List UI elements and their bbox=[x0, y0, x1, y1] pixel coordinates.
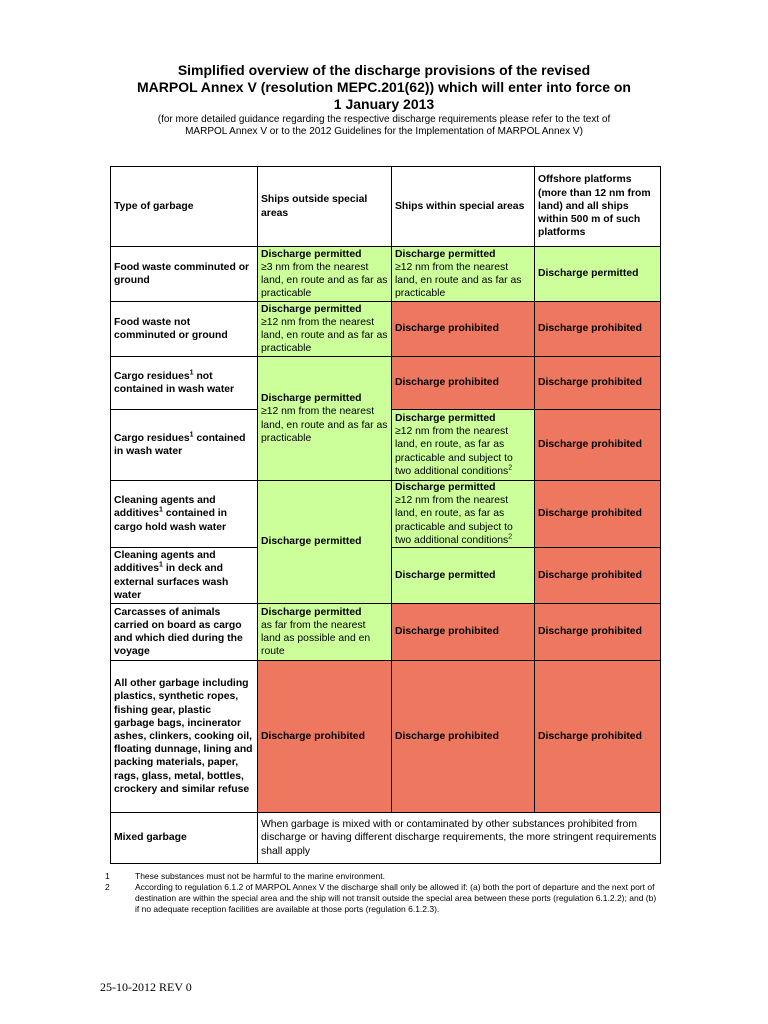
condition-text: as far from the nearest land as possible and en route bbox=[261, 619, 371, 658]
mixed-garbage-text: When garbage is mixed with or contaminated by other substances prohibited from discharge or having different discharge requirements, the more stringent requirements shall apply bbox=[261, 819, 657, 857]
row-label-line-2: comminuted or ground bbox=[114, 330, 228, 341]
row-label-part-1: Cleaning agents and additives bbox=[114, 550, 216, 575]
condition-text-body: ≥12 nm from the nearest land, en route, as far as practicable and subject to two additional conditions bbox=[395, 426, 513, 477]
footnote-number: 2 bbox=[105, 882, 110, 892]
table-row bbox=[111, 247, 661, 302]
row-label-line-1: Food waste not bbox=[114, 316, 191, 328]
cell-food-not-outside bbox=[258, 302, 392, 357]
subtitle-line-1: (for more detailed guidance regarding the respective discharge requirements please refer to the text of bbox=[157, 114, 611, 125]
cell-other-within: Discharge prohibited bbox=[392, 661, 535, 813]
cell-cargo-in-within bbox=[392, 410, 535, 481]
footnote-ref-1: 1 bbox=[159, 506, 163, 514]
cell-food-not-offshore: Discharge prohibited bbox=[535, 302, 661, 357]
row-label-part-2: contained in wash water bbox=[114, 432, 246, 457]
cell-cleaning-hold-offshore: Discharge prohibited bbox=[535, 481, 661, 548]
footnote-ref-2: 2 bbox=[508, 464, 513, 472]
document-subtitle bbox=[90, 114, 678, 138]
cell-cleaning-outside: Discharge permitted bbox=[258, 481, 392, 604]
cell-cleaning-deck-within: Discharge permitted bbox=[392, 548, 535, 604]
table-row bbox=[111, 604, 661, 661]
row-label-food-comminuted: Food waste comminuted or ground bbox=[111, 247, 258, 302]
cell-food-comminuted-within bbox=[392, 247, 535, 302]
row-label-cleaning-hold bbox=[111, 481, 258, 548]
row-label-mixed-garbage: Mixed garbage bbox=[111, 813, 258, 864]
table-row bbox=[111, 661, 661, 813]
cell-cargo-in-offshore: Discharge prohibited bbox=[535, 410, 661, 481]
revision-footer: 25-10-2012 REV 0 bbox=[100, 980, 192, 994]
cell-carcasses-within: Discharge prohibited bbox=[392, 604, 535, 661]
row-label-cargo-not-in-wash bbox=[111, 357, 258, 410]
permitted-label: Discharge permitted bbox=[395, 248, 496, 260]
row-label-carcasses: Carcasses of animals carried on board as cargo and which died during the voyage bbox=[111, 604, 258, 661]
condition-text bbox=[395, 425, 531, 478]
permitted-label: Discharge permitted bbox=[261, 393, 362, 405]
table-row bbox=[111, 481, 661, 548]
footnote-number: 1 bbox=[105, 871, 110, 881]
row-label-part-1: Cargo residues bbox=[114, 432, 190, 444]
table-row bbox=[111, 357, 661, 410]
cell-cargo-not-within: Discharge prohibited bbox=[392, 357, 535, 410]
condition-text: ≥12 nm from the nearest land, en route and as far as practicable bbox=[395, 261, 522, 300]
cell-cargo-not-offshore: Discharge prohibited bbox=[535, 357, 661, 410]
cell-carcasses-offshore: Discharge prohibited bbox=[535, 604, 661, 661]
table-row bbox=[111, 813, 661, 864]
permitted-label: Discharge permitted bbox=[261, 303, 362, 315]
row-label-part-2: contained in cargo hold wash water bbox=[114, 508, 228, 533]
condition-text bbox=[395, 494, 531, 547]
cell-food-comminuted-outside bbox=[258, 247, 392, 302]
permitted-label: Discharge permitted bbox=[261, 248, 362, 260]
footnote-ref-1: 1 bbox=[159, 561, 163, 569]
header-ships-outside: Ships outside special areas bbox=[258, 167, 392, 247]
footnote-1 bbox=[105, 871, 660, 882]
cell-cleaning-deck-offshore: Discharge prohibited bbox=[535, 548, 661, 604]
cell-other-outside: Discharge prohibited bbox=[258, 661, 392, 813]
table-header-row bbox=[111, 167, 661, 247]
subtitle-line-2: MARPOL Annex V or to the 2012 Guidelines for the Implementation of MARPOL Annex V) bbox=[185, 126, 583, 137]
permitted-label: Discharge permitted bbox=[395, 412, 496, 424]
footnote-ref-1: 1 bbox=[189, 369, 194, 377]
cell-food-not-within: Discharge prohibited bbox=[392, 302, 535, 357]
permitted-label: Discharge permitted bbox=[261, 606, 362, 618]
condition-text: ≥12 nm from the nearest land, en route and as far as practicable bbox=[261, 316, 388, 355]
cell-cargo-outside bbox=[258, 357, 392, 481]
header-offshore: Offshore platforms (more than 12 nm from land) and all ships within 500 m of such platforms bbox=[535, 167, 661, 247]
footnotes bbox=[105, 871, 660, 915]
title-line-2: MARPOL Annex V (resolution MEPC.201(62)) which will enter into force on bbox=[137, 79, 631, 95]
table-row bbox=[111, 302, 661, 357]
cell-carcasses-outside bbox=[258, 604, 392, 661]
cell-food-comminuted-offshore: Discharge permitted bbox=[535, 247, 661, 302]
title-line-3: 1 January 2013 bbox=[333, 96, 435, 112]
header-type-of-garbage: Type of garbage bbox=[111, 167, 258, 247]
row-label-part-1: Cleaning agents and additives bbox=[114, 495, 216, 520]
row-label-food-not-comminuted bbox=[111, 302, 258, 357]
footnote-ref-1: 1 bbox=[189, 431, 194, 439]
footnote-2 bbox=[105, 882, 660, 915]
document-title bbox=[80, 62, 688, 113]
footnote-text: According to regulation 6.1.2 of MARPOL Annex V the discharge shall only be allowed if: (a) both the port of departure and the next port of destination are within the special area and the ship will not transit outside the special area between these ports (regulation 6.1.2.2); and (b) if no adequate reception facilities are available at those ports (regulation 6.1.2.3). bbox=[135, 882, 657, 914]
row-label-all-other-garbage: All other garbage including plastics, synthetic ropes, fishing gear, plastic garbage bags, incinerator ashes, clinkers, cooking oil, floating dunnage, lining and packing materials, paper, rags, glass, metal, bottles, crockery and similar refuse bbox=[111, 661, 258, 813]
cell-mixed-garbage bbox=[258, 813, 661, 864]
condition-text-body: ≥12 nm from the nearest land, en route, as far as practicable and subject to two additional conditions bbox=[395, 495, 513, 546]
cell-cleaning-hold-within bbox=[392, 481, 535, 548]
condition-text: ≥12 nm from the nearest land, en route and as far as practicable bbox=[261, 406, 388, 444]
cell-other-offshore: Discharge prohibited bbox=[535, 661, 661, 813]
row-label-part-1: Cargo residues bbox=[114, 370, 190, 382]
row-label-cleaning-deck bbox=[111, 548, 258, 604]
condition-text: ≥3 nm from the nearest land, en route and as far as practicable bbox=[261, 261, 388, 300]
row-label-part-2: in deck and external surfaces wash water bbox=[114, 563, 229, 601]
row-label-part-2: not contained in wash water bbox=[114, 370, 235, 395]
row-label-cargo-in-wash bbox=[111, 410, 258, 481]
discharge-table bbox=[110, 166, 661, 864]
footnote-ref-2: 2 bbox=[508, 533, 513, 541]
header-ships-within: Ships within special areas bbox=[392, 167, 535, 247]
footnote-text: These substances must not be harmful to the marine environment. bbox=[135, 871, 385, 881]
title-line-1: Simplified overview of the discharge provisions of the revised bbox=[177, 62, 591, 78]
permitted-label: Discharge permitted bbox=[395, 482, 496, 493]
